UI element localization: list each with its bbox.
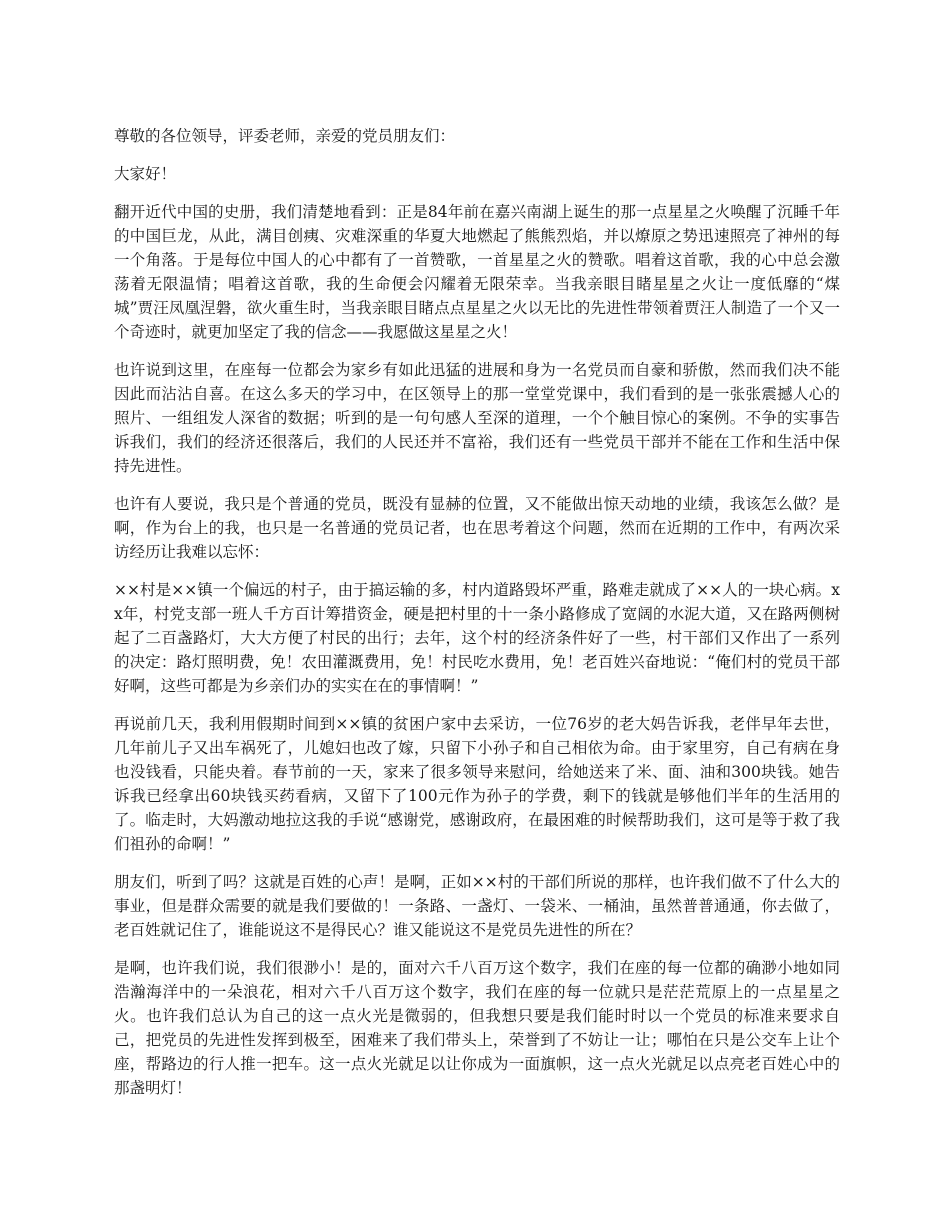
paragraph-elder-story: 再说前几天，我利用假期时间到××镇的贫困户家中去采访，一位76岁的老大妈告诉我，老伴早年去世，几年前儿子又出车祸死了，儿媳妇也改了嫁，只留下小孙子和自己相依为命。由于家里穷，自己有病在身也没钱看，只能央着。春节前的一天，家来了很多领导来慰问，给她送来了米、面、油和300块钱。她告诉我已经拿出60块钱买药看病，又留下了100元作为孙子的学费，剩下的钱就是够他们半年的生活用的了。临走时，大妈激动地拉这我的手说“感谢党，感谢政府，在最困难的时候帮助我们，这可是等于救了我们祖孙的命啊！”	[114, 715, 840, 853]
document-body	[114, 124, 840, 1114]
paragraph-voice-of-people: 朋友们，听到了吗？这就是百姓的心声！是啊，正如××村的干部们所说的那样，也许我们做不了什么大的事业，但是群众需要的就是我们要做的！一条路、一盏灯、一袋米、一桶油，虽然普普通通，你去做了，老百姓就记住了，谁能说这不是得民心？谁又能说这不是党员先进性的所在？	[114, 873, 840, 939]
greeting: 大家好！	[114, 165, 177, 183]
paragraph-conclusion: 是啊，也许我们说，我们很渺小！是的，面对六千八百万这个数字，我们在座的每一位都的确渺小地如同浩瀚海洋中的一朵浪花，相对六千八百万这个数字，我们在座的每一位就只是茫茫荒原上的一点星星之火。也许我们总认为自己的这一点火光是微弱的，但我想只要是我们能时时以一个党员的标准来要求自己，把党员的先进性发挥到极至，困难来了我们带头上，荣誉到了不妨让一让；哪怕在只是公交车上让个座，帮路边的行人推一把车。这一点火光就足以让你成为一面旗帜，这一点火光就足以点亮老百姓心中的那盏明灯！	[114, 959, 840, 1097]
paragraph-history: 翻开近代中国的史册，我们清楚地看到：正是84年前在嘉兴南湖上诞生的那一点星星之火唤醒了沉睡千年的中国巨龙，从此，满目创痍、灾难深重的华夏大地燃起了熊熊烈焰，并以燎原之势迅速照亮了神州的每一个角落。于是每位中国人的心中都有了一首赞歌，一首星星之火的赞歌。唱着这首歌，我的心中总会激荡着无限温情；唱着这首歌，我的生命便会闪耀着无限荣幸。当我亲眼目睹星星之火让一度低靡的“煤城”贾汪凤凰涅磐，欲火重生时，当我亲眼目睹点点星星之火以无比的先进性带领着贾汪人制造了一个又一个奇迹时，就更加坚定了我的信念——我愿做这星星之火！	[114, 203, 840, 341]
salutation: 尊敬的各位领导，评委老师，亲爱的党员朋友们：	[114, 127, 456, 145]
paragraph-village-story: ××村是××镇一个偏远的村子，由于搞运输的多，村内道路毁坏严重，路难走就成了××人的一块心病。xx年，村党支部一班人千方百计筹措资金，硬是把村里的十一条小路修成了宽阔的水泥大道，又在路两侧树起了二百盏路灯，大大方便了村民的出行；去年，这个村的经济条件好了一些，村干部们又作出了一系列的决定：路灯照明费，免！农田灌溉费用，免！村民吃水费用，免！老百姓兴奋地说：“俺们村的党员干部好啊，这些可都是为乡亲们办的实实在在的事情啊！”	[114, 581, 840, 695]
paragraph-reflection: 也许说到这里，在座每一位都会为家乡有如此迅猛的进展和身为一名党员而自豪和骄傲，然而我们决不能因此而沾沾自喜。在这么多天的学习中，在区领导上的那一堂堂党课中，我们看到的是一张张震撼人心的照片、一组组发人深省的数据；听到的是一句句感人至深的道理，一个个触目惊心的案例。不争的实事告诉我们，我们的经济还很落后，我们的人民还并不富裕，我们还有一些党员干部并不能在工作和生活中保持先进性。	[114, 361, 840, 475]
paragraph-question: 也许有人要说，我只是个普通的党员，既没有显赫的位置，又不能做出惊天动地的业绩，我该怎么做？是啊，作为台上的我，也只是一名普通的党员记者，也在思考着这个问题，然而在近期的工作中，有两次采访经历让我难以忘怀：	[114, 495, 840, 561]
